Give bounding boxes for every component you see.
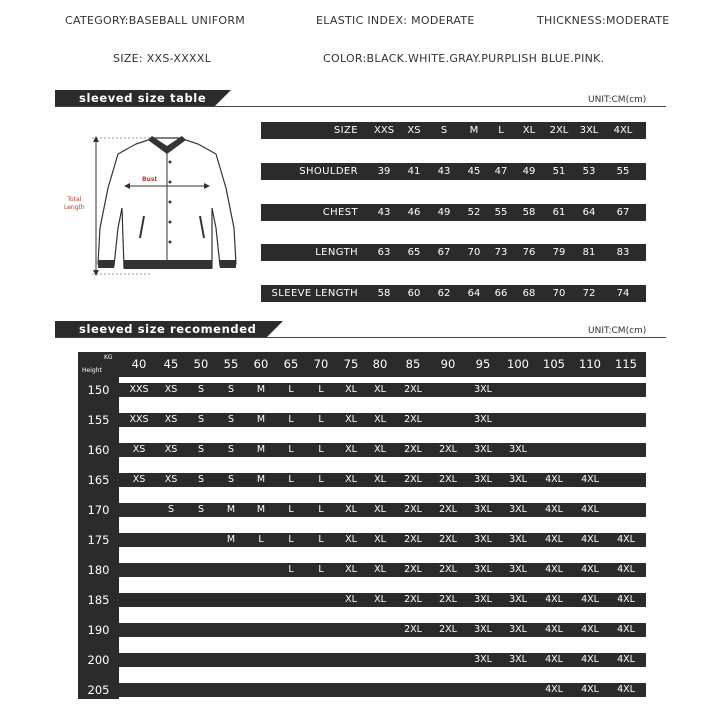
recommend-table-unit: UNIT:CM(cm) (588, 326, 647, 336)
recommend-size-cell: M (256, 384, 266, 395)
recommend-size-cell: 3XL (474, 384, 492, 395)
recommend-size-cell: L (288, 564, 294, 575)
recommend-size-cell: 2XL (404, 594, 422, 605)
size-value-cell: 67 (616, 207, 630, 218)
height-cell: 165 (87, 473, 110, 487)
recommend-size-cell: L (318, 534, 324, 545)
recommend-size-cell: 3XL (474, 624, 492, 635)
recommend-size-cell: 4XL (581, 624, 599, 635)
recommend-size-cell: S (197, 474, 205, 485)
recommend-size-cell: 3XL (474, 594, 492, 605)
size-value-cell: 49 (522, 166, 536, 177)
weight-header-cell: 65 (283, 357, 299, 371)
size-row-length (261, 244, 646, 261)
recommend-size-cell: S (227, 414, 235, 425)
recommend-size-cell: 2XL (439, 444, 457, 455)
recommend-size-cell: XL (345, 414, 357, 425)
recommend-size-cell: XS (132, 474, 146, 485)
recommend-size-cell: 2XL (404, 624, 422, 635)
elastic-index-info: ELASTIC INDEX: MODERATE (316, 14, 475, 27)
recommend-row (119, 473, 646, 487)
recommend-size-cell: 4XL (581, 594, 599, 605)
weight-header-cell: 40 (131, 357, 147, 371)
size-table-title: sleeved size table (55, 90, 215, 106)
recommend-size-cell: XL (345, 444, 357, 455)
size-value-cell: 65 (407, 247, 421, 258)
recommend-size-cell: 3XL (509, 594, 527, 605)
size-value-cell: 70 (552, 288, 566, 299)
recommend-size-cell: L (318, 504, 324, 515)
recommend-size-cell: XS (164, 474, 178, 485)
recommend-size-cell: 4XL (545, 684, 563, 695)
recommend-row (119, 533, 646, 547)
size-header-cell: XS (407, 125, 421, 136)
size-row-label: LENGTH (315, 247, 358, 258)
jacket-icon (62, 128, 252, 288)
recommend-size-cell: S (227, 474, 235, 485)
recommend-size-cell: 4XL (581, 684, 599, 695)
size-value-cell: 63 (377, 247, 391, 258)
recommend-size-cell: 3XL (474, 564, 492, 575)
recommend-size-cell: 4XL (545, 564, 563, 575)
height-cell: 200 (87, 653, 110, 667)
size-value-cell: 45 (467, 166, 481, 177)
thickness-info: THICKNESS:MODERATE (537, 14, 670, 27)
size-header-cell: M (469, 125, 479, 136)
recommend-size-cell: 4XL (617, 684, 635, 695)
weight-header-cell: 75 (343, 357, 359, 371)
recommend-size-cell: S (167, 504, 175, 515)
size-value-cell: 81 (582, 247, 596, 258)
recommend-row (119, 623, 646, 637)
height-cell: 175 (87, 533, 110, 547)
recommend-size-cell: XL (374, 534, 386, 545)
recommend-size-cell: 4XL (617, 564, 635, 575)
recommend-size-cell: XL (374, 594, 386, 605)
recommend-size-cell: L (288, 414, 294, 425)
category-info: CATEGORY:BASEBALL UNIFORM (65, 14, 246, 27)
recommend-size-cell: XL (374, 474, 386, 485)
recommend-size-cell: XL (374, 444, 386, 455)
recommend-row (119, 593, 646, 607)
weight-header-cell: 100 (507, 357, 529, 371)
recommend-size-cell: 2XL (404, 504, 422, 515)
size-row-label: SLEEVE LENGTH (271, 288, 358, 299)
weight-header-cell: 95 (475, 357, 491, 371)
recommend-table-title: sleeved size recomended table (55, 321, 267, 337)
recommend-size-cell: 2XL (439, 624, 457, 635)
recommend-size-cell: XXS (129, 414, 149, 425)
recommend-size-cell: L (288, 504, 294, 515)
recommend-size-cell: L (318, 564, 324, 575)
recommend-size-cell: 2XL (404, 414, 422, 425)
recommend-table-divider (55, 337, 666, 338)
recommend-size-cell: 3XL (509, 564, 527, 575)
size-header-cell: XL (522, 125, 536, 136)
recommend-size-cell: 2XL (404, 564, 422, 575)
recommend-size-cell: 4XL (545, 474, 563, 485)
size-value-cell: 73 (494, 247, 508, 258)
recommend-row (119, 413, 646, 427)
size-value-cell: 60 (407, 288, 421, 299)
recommend-size-cell: 4XL (545, 654, 563, 665)
recommend-size-cell: 3XL (474, 504, 492, 515)
recommend-size-cell: 4XL (617, 654, 635, 665)
size-value-cell: 61 (552, 207, 566, 218)
recommend-size-cell: 4XL (581, 654, 599, 665)
weight-header-cell: 115 (615, 357, 637, 371)
recommend-size-cell: XL (345, 504, 357, 515)
recommend-size-cell: XL (374, 504, 386, 515)
recommend-size-cell: 4XL (617, 624, 635, 635)
recommend-size-cell: 3XL (474, 534, 492, 545)
weight-header-cell: 50 (193, 357, 209, 371)
size-row-sleeve-length (261, 285, 646, 302)
height-cell: 155 (87, 413, 110, 427)
size-value-cell: 79 (552, 247, 566, 258)
recommend-size-cell: 4XL (581, 474, 599, 485)
height-cell: 150 (87, 383, 110, 397)
recommend-size-cell: XL (374, 564, 386, 575)
size-value-cell: 49 (437, 207, 451, 218)
size-row-chest (261, 204, 646, 221)
size-header-cell: 4XL (613, 125, 633, 136)
height-cell: 160 (87, 443, 110, 457)
size-header-row (261, 122, 646, 139)
recommend-size-cell: XL (345, 564, 357, 575)
size-table-divider (55, 106, 666, 107)
recommend-size-cell: XL (374, 384, 386, 395)
recommend-size-cell: 4XL (545, 504, 563, 515)
recommend-size-cell: 3XL (474, 414, 492, 425)
size-value-cell: 67 (437, 247, 451, 258)
recommend-size-cell: XL (374, 414, 386, 425)
recommend-size-cell: 4XL (545, 624, 563, 635)
recommend-size-cell: XL (345, 534, 357, 545)
recommend-size-cell: S (197, 444, 205, 455)
size-header-cell: L (498, 125, 504, 136)
recommend-size-cell: XL (345, 474, 357, 485)
size-value-cell: 43 (377, 207, 391, 218)
size-value-cell: 58 (522, 207, 536, 218)
size-value-cell: 70 (467, 247, 481, 258)
size-value-cell: 39 (377, 166, 391, 177)
recommend-size-cell: S (197, 384, 205, 395)
size-header-cell: 2XL (549, 125, 569, 136)
recommend-size-cell: 4XL (617, 594, 635, 605)
size-value-cell: 51 (552, 166, 566, 177)
recommend-row (119, 563, 646, 577)
size-value-cell: 53 (582, 166, 596, 177)
size-row-label: SIZE (333, 125, 358, 136)
recommend-size-cell: S (197, 504, 205, 515)
recommend-size-cell: 3XL (474, 444, 492, 455)
recommend-size-cell: 3XL (474, 654, 492, 665)
recommend-size-cell: XS (132, 444, 146, 455)
size-value-cell: 83 (616, 247, 630, 258)
size-row-label: CHEST (322, 207, 358, 218)
recommend-size-cell: M (226, 504, 236, 515)
recommend-size-cell: 3XL (509, 534, 527, 545)
recommend-size-cell: 2XL (404, 384, 422, 395)
recommend-size-cell: 2XL (439, 594, 457, 605)
size-value-cell: 46 (407, 207, 421, 218)
recommend-size-cell: L (258, 534, 264, 545)
recommend-size-cell: 3XL (509, 474, 527, 485)
recommend-size-cell: L (318, 444, 324, 455)
recommend-size-cell: 2XL (439, 504, 457, 515)
recommend-row (119, 383, 646, 397)
weight-header-cell: 80 (372, 357, 388, 371)
weight-header-cell: 85 (405, 357, 421, 371)
recommend-size-cell: 3XL (509, 504, 527, 515)
recommend-size-cell: 4XL (581, 504, 599, 515)
height-cell: 205 (87, 683, 110, 697)
recommend-size-cell: 3XL (509, 444, 527, 455)
recommend-size-cell: 2XL (404, 534, 422, 545)
size-value-cell: 62 (437, 288, 451, 299)
recommend-size-cell: M (256, 444, 266, 455)
recommend-size-cell: 2XL (439, 474, 457, 485)
recommend-size-cell: M (256, 414, 266, 425)
size-value-cell: 43 (437, 166, 451, 177)
height-cell: 190 (87, 623, 110, 637)
size-value-cell: 72 (582, 288, 596, 299)
recommend-size-cell: 2XL (404, 474, 422, 485)
size-row-label: SHOULDER (299, 166, 358, 177)
recommend-size-cell: 4XL (617, 534, 635, 545)
height-label: Height (82, 367, 102, 374)
weight-header-cell: 105 (543, 357, 565, 371)
total-length-label: Total Length (64, 196, 85, 211)
recommend-size-cell: XXS (129, 384, 149, 395)
recommend-size-cell: XS (164, 444, 178, 455)
size-value-cell: 64 (467, 288, 481, 299)
recommend-size-cell: 3XL (509, 624, 527, 635)
recommend-size-cell: L (288, 534, 294, 545)
recommend-size-cell: L (288, 474, 294, 485)
recommend-size-cell: XS (164, 384, 178, 395)
height-cell: 185 (87, 593, 110, 607)
recommend-size-cell: 4XL (581, 564, 599, 575)
recommend-size-cell: L (318, 414, 324, 425)
recommend-size-cell: XS (164, 414, 178, 425)
weight-header-cell: 55 (223, 357, 239, 371)
recommend-size-cell: S (197, 414, 205, 425)
recommend-size-cell: L (318, 384, 324, 395)
recommend-row (119, 683, 646, 697)
recommend-size-cell: 4XL (581, 534, 599, 545)
weight-header-cell: 70 (313, 357, 329, 371)
recommend-size-cell: 2XL (404, 444, 422, 455)
weight-header-cell: 110 (579, 357, 601, 371)
height-cell: 170 (87, 503, 110, 517)
height-cell: 180 (87, 563, 110, 577)
recommend-size-cell: 2XL (439, 534, 457, 545)
size-value-cell: 41 (407, 166, 421, 177)
recommend-size-cell: 4XL (545, 534, 563, 545)
recommend-size-cell: M (256, 504, 266, 515)
recommend-size-cell: 3XL (474, 474, 492, 485)
recommend-size-cell: L (318, 474, 324, 485)
weight-header-cell: 60 (253, 357, 269, 371)
recommend-size-cell: 2XL (439, 564, 457, 575)
recommend-size-cell: S (227, 444, 235, 455)
size-row-shoulder (261, 163, 646, 180)
jacket-illustration (62, 128, 252, 288)
size-value-cell: 58 (377, 288, 391, 299)
recommend-size-cell: S (227, 384, 235, 395)
recommend-row (119, 443, 646, 457)
recommend-size-cell: XL (345, 384, 357, 395)
size-value-cell: 74 (616, 288, 630, 299)
color-info: COLOR:BLACK.WHITE.GRAY.PURPLISH BLUE.PINK. (323, 52, 605, 65)
size-range-info: SIZE: XXS-XXXXL (113, 52, 212, 65)
recommend-size-cell: 4XL (545, 594, 563, 605)
recommend-size-cell: XL (345, 594, 357, 605)
size-value-cell: 76 (522, 247, 536, 258)
weight-header-cell: 90 (440, 357, 456, 371)
size-header-cell: 3XL (579, 125, 599, 136)
size-value-cell: 66 (494, 288, 508, 299)
recommend-row (119, 503, 646, 517)
size-value-cell: 55 (494, 207, 508, 218)
size-value-cell: 68 (522, 288, 536, 299)
height-column (78, 352, 119, 699)
recommend-size-cell: L (288, 384, 294, 395)
kg-label: KG (104, 354, 113, 361)
bust-label: Bust (142, 176, 158, 183)
weight-header-row (78, 352, 646, 377)
recommend-size-cell: M (256, 474, 266, 485)
recommend-row (119, 653, 646, 667)
size-table-unit: UNIT:CM(cm) (588, 95, 647, 105)
recommend-size-cell: M (226, 534, 236, 545)
recommend-size-cell: L (288, 444, 294, 455)
size-header-cell: XXS (374, 125, 395, 136)
weight-header-cell: 45 (163, 357, 179, 371)
size-value-cell: 47 (494, 166, 508, 177)
size-value-cell: 52 (467, 207, 481, 218)
recommend-size-cell: 3XL (509, 654, 527, 665)
size-header-cell: S (440, 125, 448, 136)
size-value-cell: 55 (616, 166, 630, 177)
size-value-cell: 64 (582, 207, 596, 218)
